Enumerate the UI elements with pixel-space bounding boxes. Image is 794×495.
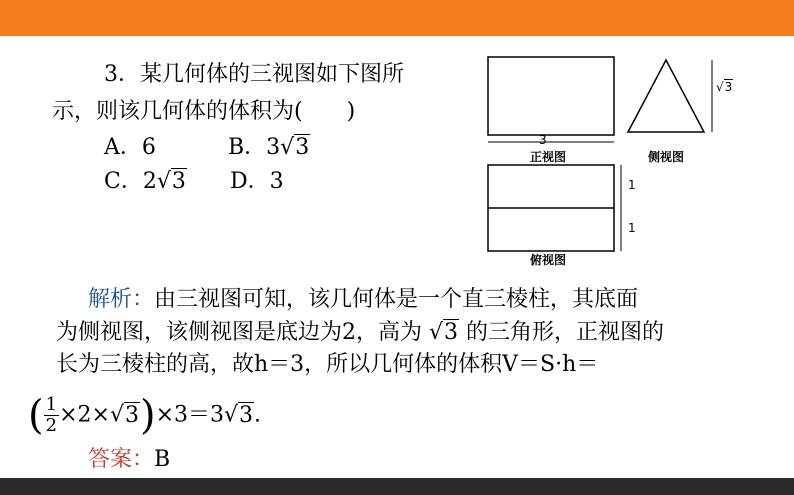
- three-view-figure: [480, 52, 740, 272]
- option-d: D．3: [230, 169, 284, 194]
- option-a: A．6: [104, 135, 156, 160]
- front-view-rect: [488, 57, 614, 135]
- solution-line-2: 为侧视图，该侧视图是底边为2，高为 √3 的三角形，正视图的: [56, 320, 665, 345]
- answer-value: B: [154, 447, 171, 472]
- solution-line-4: ( $\frac{1}{2}$ ×2×√3)×3＝3√3.: [28, 392, 262, 439]
- fraction: $\frac{1}{2}$: [45, 394, 58, 436]
- question-line-1: 3．某几何体的三视图如下图所: [104, 62, 404, 87]
- side-view-triangle: [628, 60, 704, 132]
- solution-line-3: 长为三棱柱的高，故h＝3，所以几何体的体积V＝S·h＝: [56, 352, 599, 377]
- side-height-label: √3: [716, 80, 733, 94]
- top-view-caption: 俯视图: [530, 253, 567, 267]
- front-width-label: 3: [539, 133, 547, 147]
- top-dim-label-1: 1: [628, 178, 636, 192]
- option-c: C．2√3: [104, 169, 186, 194]
- top-dim-label-2: 1: [628, 221, 636, 235]
- answer-label: 答案：: [88, 447, 155, 472]
- answer-line: [88, 445, 170, 475]
- question-line-2: 示，则该几何体的体积为( ): [52, 99, 356, 124]
- option-b: B．3√3: [228, 135, 310, 160]
- side-view-caption: 侧视图: [648, 150, 685, 164]
- solution-label: 解析：: [88, 287, 155, 312]
- front-view-caption: 正视图: [530, 150, 567, 164]
- solution-line-1: 解析：由三视图可知，该几何体是一个直三棱柱，其底面: [88, 287, 639, 312]
- bottom-bar: [0, 478, 794, 495]
- top-accent-bar: [0, 0, 794, 36]
